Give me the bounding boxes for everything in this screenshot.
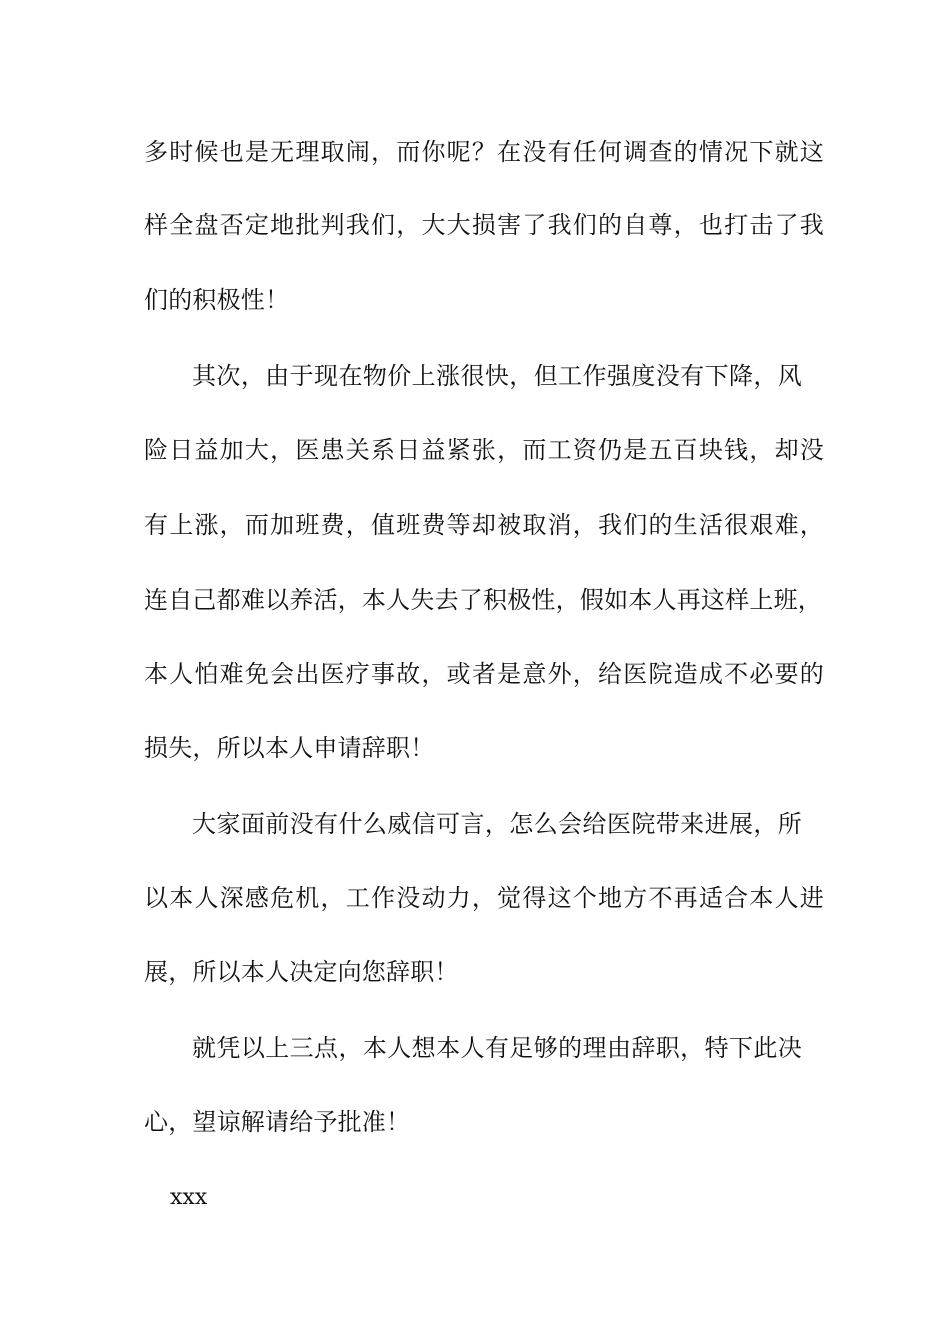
paragraph-3-line-1: 大家面前没有什么威信可言，怎么会给医院带来进展，所 xyxy=(192,810,802,838)
paragraph-4-line-2: 心，望谅解请给予批准！ xyxy=(144,1108,411,1136)
paragraph-2-line-1: 其次，由于现在物价上涨很快，但工作强度没有下降，风 xyxy=(192,362,802,390)
paragraph-2-line-2: 险日益加大，医患关系日益紧张，而工资仍是五百块钱，却没 xyxy=(144,436,824,464)
paragraph-1-line-2: 样全盘否定地批判我们，大大损害了我们的自尊，也打击了我 xyxy=(144,211,824,239)
paragraph-1-line-3: 们的积极性！ xyxy=(144,286,290,314)
paragraph-2-line-5: 本人怕难免会出医疗事故，或者是意外，给医院造成不必要的 xyxy=(144,660,824,688)
paragraph-1-line-1: 多时候也是无理取闹，而你呢？在没有任何调查的情况下就这 xyxy=(144,138,824,166)
paragraph-2-line-6: 损失，所以本人申请辞职！ xyxy=(144,734,435,762)
paragraph-3-line-2: 以本人深感危机，工作没动力，觉得这个地方不再适合本人进 xyxy=(144,884,824,912)
paragraph-2-line-3: 有上涨，而加班费，值班费等却被取消，我们的生活很艰难， xyxy=(144,511,824,539)
signature: xxx xyxy=(170,1185,208,1210)
paragraph-3-line-3: 展，所以本人决定向您辞职！ xyxy=(144,958,459,986)
paragraph-2-line-4: 连自己都难以养活，本人失去了积极性，假如本人再这样上班， xyxy=(144,586,822,614)
paragraph-4-line-1: 就凭以上三点，本人想本人有足够的理由辞职，特下此决 xyxy=(192,1034,802,1062)
